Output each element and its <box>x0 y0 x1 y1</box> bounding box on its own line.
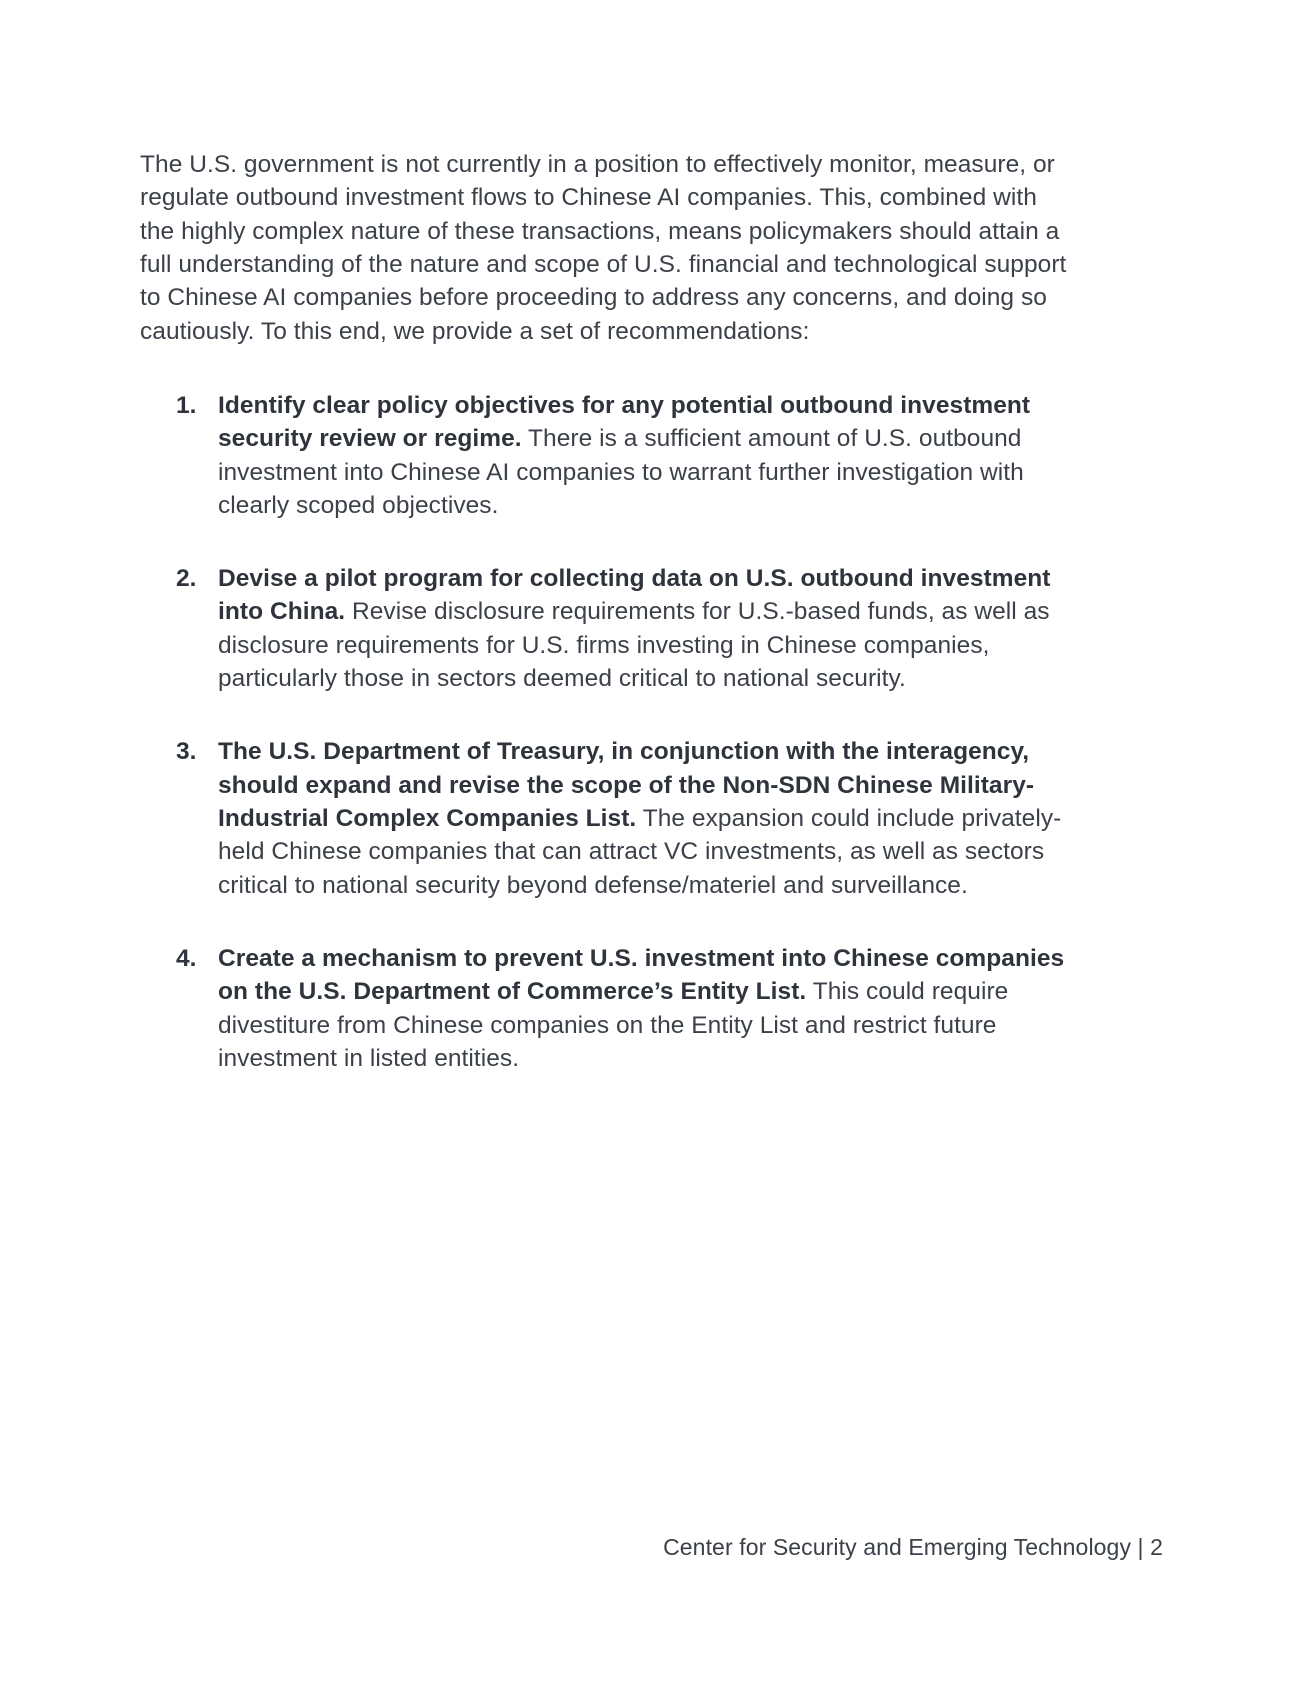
recommendation-lead: Create a mechanism to prevent U.S. investment into Chinese companies on the U.S. Department of Commerce’s Entity List. <box>218 944 1065 1006</box>
recommendation-item <box>140 562 1070 695</box>
recommendation-item <box>140 735 1070 902</box>
recommendation-lead: The U.S. Department of Treasury, in conjunction with the interagency, should expand and revise the scope of the Non-SDN Chinese Military-Industrial Complex Companies List. <box>218 738 1035 832</box>
recommendation-number: 4. <box>176 944 197 972</box>
recommendation-item <box>140 942 1070 1075</box>
page-content <box>140 148 1070 1075</box>
recommendation-body: The expansion could include privately-held Chinese companies that can attract VC investments, as well as sectors critical to national security beyond defense/materiel and surveillance. <box>218 805 1062 899</box>
page-footer: Center for Security and Emerging Technology | 2 <box>663 1534 1163 1560</box>
recommendation-number: 1. <box>176 391 197 419</box>
recommendation-body: There is a sufficient amount of U.S. outbound investment into Chinese AI companies to warrant further investigation with clearly scoped objectives. <box>218 425 1024 519</box>
recommendation-body: Revise disclosure requirements for U.S.-based funds, as well as disclosure requirements for U.S. firms investing in Chinese companies, particularly those in sectors deemed critical to national security. <box>218 598 1050 693</box>
recommendation-number: 2. <box>176 565 197 593</box>
recommendation-lead: Devise a pilot program for collecting data on U.S. outbound investment into China. <box>218 565 1051 626</box>
recommendation-lead: Identify clear policy objectives for any potential outbound investment security review or regime. <box>218 391 1031 453</box>
recommendations-list <box>140 389 1070 1075</box>
recommendation-number: 3. <box>176 738 197 766</box>
recommendation-item <box>140 389 1070 522</box>
recommendation-body: This could require divestiture from Chinese companies on the Entity List and restrict future investment in listed entities. <box>218 978 1009 1072</box>
intro-paragraph: The U.S. government is not currently in a position to effectively monitor, measure, or regulate outbound investment flows to Chinese AI companies. This, combined with the highly complex nature of these transactions, means policymakers should attain a full understanding of the nature and scope of U.S. financial and technological support to Chinese AI companies before proceeding to address any concerns, and doing so cautiously. To this end, we provide a set of recommendations: <box>140 151 1067 345</box>
